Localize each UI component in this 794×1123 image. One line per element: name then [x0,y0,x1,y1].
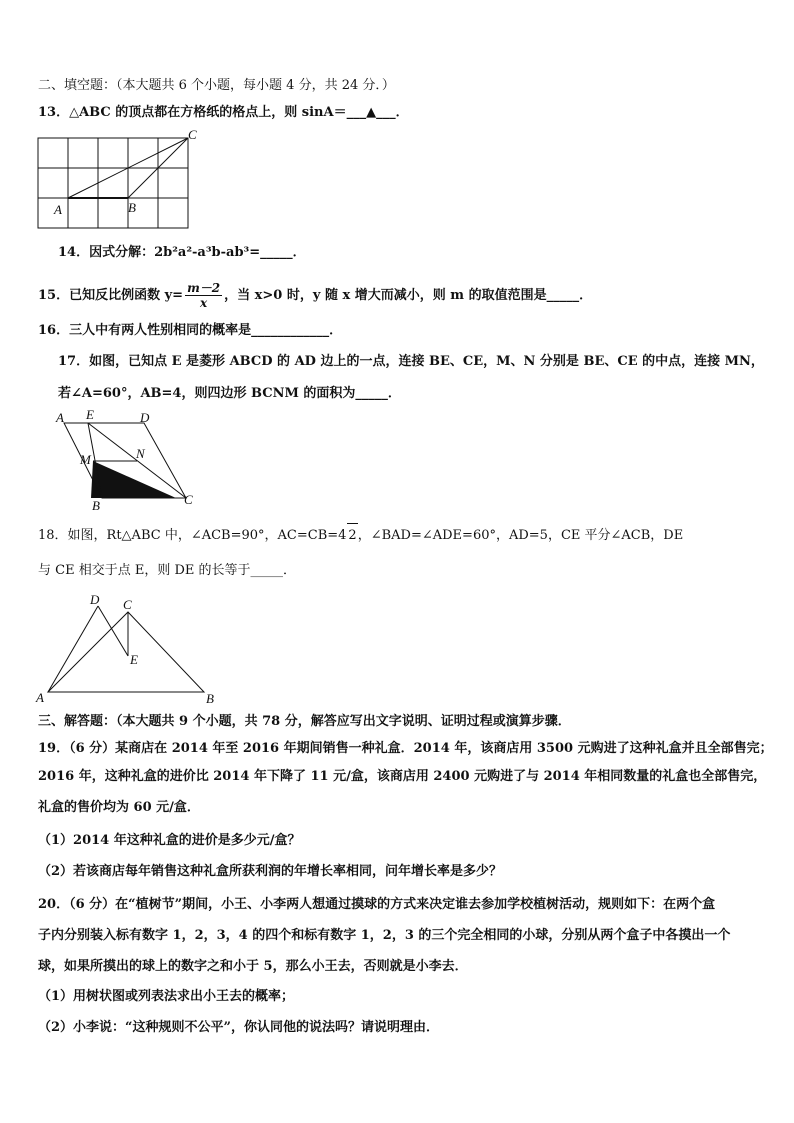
q18-label-e: E [130,652,138,667]
q17-label-c: C [184,492,193,507]
question-20-line-1: 20．（6 分）在“植树节”期间，小王、小李两人想通过摸球的方式来决定谁去参加学校植树活动，规则如下：在两个盒 [38,897,716,912]
question-13: 13．△ABC 的顶点都在方格纸的格点上，则 sinA＝___▲___． [38,105,409,120]
question-16: 16．三人中有两人性别相同的概率是____________． [38,323,343,338]
q13-label-a: A [54,202,62,217]
question-17-line-2: 若∠A=60°，AB=4，则四边形 BCNM 的面积为_____． [58,386,401,401]
question-18-line-1: 18．如图，Rt△ABC 中，∠ACB=90°，AC=CB=4 2，∠BAD=∠ADE=60°，AD=5，CE 平分∠ACB，DE [38,523,683,547]
q13-grid-figure [36,128,206,230]
q18-label-a: A [36,690,44,705]
q17-label-b: B [92,498,100,512]
question-20-part-1: （1）用树状图或列表法求出小王去的概率； [38,989,295,1004]
q15-fraction: $\frac{m-2}{x}$ [187,281,221,310]
question-20-line-3: 球，如果所摸出的球上的数字之和小于 5，那么小王去，否则就是小李去． [38,959,468,974]
q17-label-d: D [140,410,150,425]
question-19-part-2: （2）若该商店每年销售这种礼盒所获利润的年增长率相同，问年增长率是多少？ [38,864,503,879]
question-14: 14．因式分解：2b²a²-a³b-ab³=_____． [58,245,306,260]
question-19-line-2: 2016 年，这种礼盒的进价比 2014 年下降了 11 元/盒，该商店用 2400 元购进了与 2014 年相同数量的礼盒也全部售完， [38,769,767,784]
q18-label-c: C [123,597,132,612]
question-19-line-3: 礼盒的售价均为 60 元/盒． [38,800,200,815]
question-20-line-2: 子内分别装入标有数字 1，2，3，4 的四个和标有数字 1，2，3 的三个完全相同的小球，分别从两个盒子中各摸出一个 [38,928,731,943]
q15-prefix: 15．已知反比例函数 y= [38,288,184,303]
section-2-heading: 二、填空题：（本大题共 6 个小题，每小题 4 分，共 24 分．） [38,78,395,93]
q18-triangle-figure [34,590,224,708]
question-18-line-2: 与 CE 相交于点 E，则 DE 的长等于_____． [38,563,297,578]
question-20-part-2: （2）小李说：“这种规则不公平”，你认同他的说法吗？请说明理由． [38,1020,440,1035]
q17-label-m: M [80,452,91,467]
q13-label-b: B [128,200,136,215]
question-19-part-1: （1）2014 年这种礼盒的进价是多少元/盒？ [38,833,301,848]
q18-sqrt: 2 [347,523,357,548]
question-19-line-1: 19．（6 分）某商店在 2014 年至 2016 年期间销售一种礼盒．2014 年，该商店用 3500 元购进了这种礼盒并且全部售完； [38,741,773,756]
q17-label-e: E [86,407,94,422]
q18-label-b: B [206,691,214,706]
q18-label-d: D [90,592,100,607]
q13-label-c: C [188,128,197,142]
q17-rhombus-figure [52,406,200,512]
q15-suffix: ，当 x>0 时，y 随 x 增大而减小，则 m 的取值范围是_____． [224,288,593,303]
section-3-heading: 三、解答题：（本大题共 9 个小题，共 78 分，解答应写出文字说明、证明过程或演算步骤． [38,714,571,729]
q17-label-a: A [56,410,64,425]
question-15 [38,279,592,313]
q17-label-n: N [136,446,145,461]
question-17-line-1: 17．如图，已知点 E 是菱形 ABCD 的 AD 边上的一点，连接 BE、CE，M、N 分别是 BE、CE 的中点，连接 MN， [58,354,764,369]
